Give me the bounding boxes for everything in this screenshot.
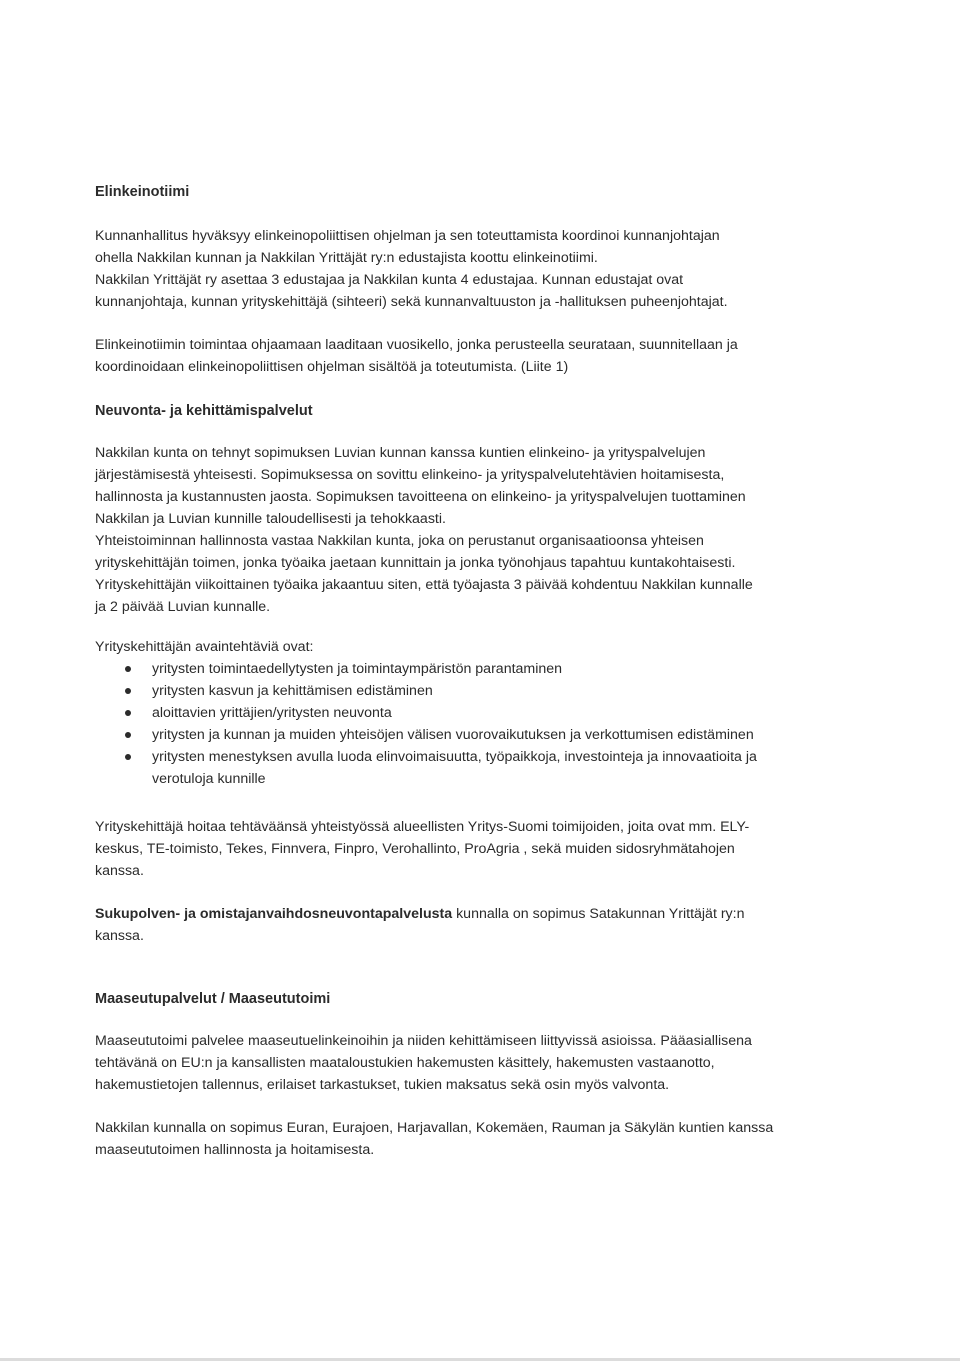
text-line: yritysten toimintaedellytysten ja toimintaympäristön parantaminen: [152, 661, 563, 677]
bullet-icon: [125, 688, 131, 694]
text-line: Kunnanhallitus hyväksyy elinkeinopoliittisen ohjelman ja sen toteuttamista koordinoi kunnanjohtajan: [95, 228, 720, 244]
bullet-icon: [125, 732, 131, 738]
text-line: ja 2 päivää Luvian kunnalle.: [95, 599, 271, 615]
text-line: Maaseututoimi palvelee maaseutuelinkeinoihin ja niiden kehittämiseen liittyvissä asioissa. Pääasiallisena: [95, 1033, 752, 1049]
text-line: Nakkilan ja Luvian kunnille taloudellisesti ja tehokkaasti.: [95, 511, 446, 527]
text-line: keskus, TE-toimisto, Tekes, Finnvera, Finpro, Verohallinto, ProAgria , sekä muiden sidosryhmätahojen: [95, 841, 735, 857]
list-item: [95, 724, 875, 746]
paragraph-yritys-suomi: [95, 816, 875, 882]
bullet-icon: [125, 666, 131, 672]
list-item: [95, 658, 875, 680]
list-item: [95, 746, 875, 790]
text-line: yrityskehittäjän toimen, jonka työaika jaetaan kunnittain ja jonka työnohjaus tapahtuu kuntakohtaisesti.: [95, 555, 736, 571]
list-intro: Yrityskehittäjän avaintehtäviä ovat:: [95, 639, 314, 655]
bullet-icon: [125, 710, 131, 716]
text-line: kanssa.: [95, 863, 144, 879]
paragraph-elinkeinotiimi-intro: [95, 225, 875, 313]
paragraph-sopimus-luvia: [95, 442, 875, 618]
text-line: hakemustietojen tallennus, erilaiset tarkastukset, tukien maksatus sekä osin myös valvonta.: [95, 1077, 670, 1093]
text-line: Nakkilan kunta on tehnyt sopimuksen Luvian kunnan kanssa kuntien elinkeino- ja yrityspalvelujen: [95, 445, 706, 461]
paragraph-vuosikello: [95, 334, 875, 378]
paragraph-sopimus-kunnat: [95, 1117, 875, 1161]
heading-neuvonta: Neuvonta- ja kehittämispalvelut: [95, 403, 313, 419]
text-line: verotuloja kunnille: [152, 771, 266, 787]
text-line: kanssa.: [95, 928, 144, 944]
heading-maaseutupalvelut: Maaseutupalvelut / Maaseututoimi: [95, 991, 331, 1007]
text-line: [95, 903, 875, 925]
text-line: Yrityskehittäjän viikoittainen työaika jakaantuu siten, että työajasta 3 päivää kohdentuu Nakkilan kunnalle: [95, 577, 753, 593]
text-line: ohella Nakkilan kunnan ja Nakkilan Yrittäjät ry:n edustajista koottu elinkeinotiimi.: [95, 250, 598, 266]
text-line: maaseututoimen hallinnosta ja hoitamisesta.: [95, 1142, 375, 1158]
text-line: Nakkilan Yrittäjät ry asettaa 3 edustajaa ja Nakkilan kunta 4 edustajaa. Kunnan edustajat ovat: [95, 272, 684, 288]
text-fragment: kunnalla on sopimus Satakunnan Yrittäjät ry:n: [452, 906, 745, 922]
text-line: Yhteistoiminnan hallinnosta vastaa Nakkilan kunta, joka on perustanut organisaatioonsa yhteisen: [95, 533, 704, 549]
text-line: aloittavien yrittäjien/yritysten neuvonta: [152, 705, 392, 721]
text-line: Nakkilan kunnalla on sopimus Euran, Eurajoen, Harjavallan, Kokemäen, Rauman ja Säkylän kuntien kanssa: [95, 1120, 774, 1136]
text-line: yritysten ja kunnan ja muiden yhteisöjen välisen vuorovaikutuksen ja verkottumisen edistäminen: [152, 727, 754, 743]
text-line: Elinkeinotiimin toimintaa ohjaamaan laaditaan vuosikello, jonka perusteella seurataan, suunnitellaan ja: [95, 337, 738, 353]
list-item: [95, 702, 875, 724]
text-line: kunnanjohtaja, kunnan yrityskehittäjä (sihteeri) sekä kunnanvaltuuston ja -hallituksen puheenjohtajat.: [95, 294, 728, 310]
text-line: hallinnosta ja kustannusten jaosta. Sopimuksen tavoitteena on elinkeino- ja yrityspalvelujen tuottaminen: [95, 489, 746, 505]
text-line: koordinoidaan elinkeinopoliittisen ohjelman sisältöä ja toteutumista. (Liite 1): [95, 359, 569, 375]
list-item: [95, 680, 875, 702]
text-line: Yrityskehittäjä hoitaa tehtäväänsä yhteistyössä alueellisten Yritys-Suomi toimijoiden, joita ovat mm. ELY-: [95, 819, 750, 835]
heading-elinkeinotiimi: Elinkeinotiimi: [95, 184, 190, 200]
text-line: tehtävänä on EU:n ja kansallisten maataloustukien hakemusten käsittely, hakemusten vastaanotto,: [95, 1055, 715, 1071]
key-tasks-list: [95, 658, 875, 790]
paragraph-maaseututoimi: [95, 1030, 875, 1096]
bold-term: Sukupolven- ja omistajanvaihdosneuvontapalvelusta: [95, 906, 453, 922]
bullet-icon: [125, 754, 131, 760]
text-line: yritysten menestyksen avulla luoda elinvoimaisuutta, työpaikkoja, investointeja ja innovaatioita ja: [152, 749, 757, 765]
text-line: järjestämisestä yhteisesti. Sopimuksessa on sovittu elinkeino- ja yrityspalvelutehtävien hoitamisesta,: [95, 467, 725, 483]
paragraph-sukupolvenvaihdos: [95, 903, 875, 947]
text-line: yritysten kasvun ja kehittämisen edistäminen: [152, 683, 433, 699]
